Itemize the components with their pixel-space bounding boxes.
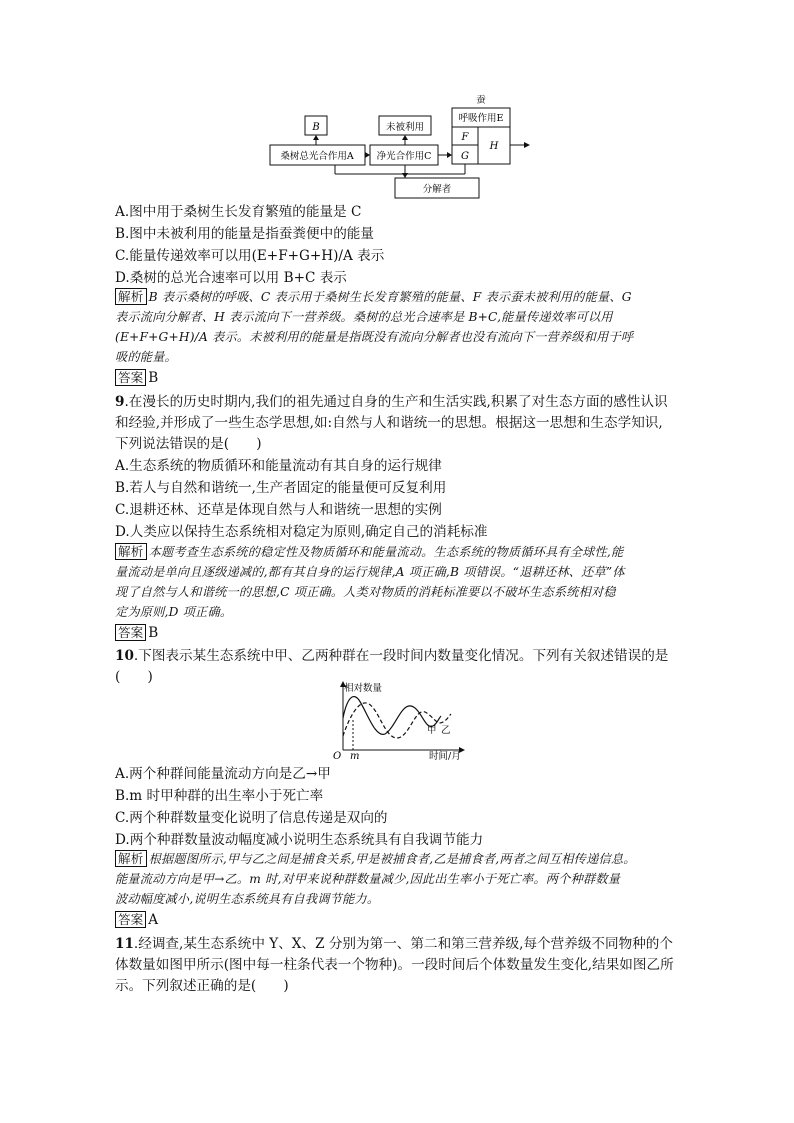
q9-option-a: A.生态系统的物质循环和能量流动有其自身的运行规律 (115, 458, 442, 474)
q11-stem-1: 11.经调查,某生态系统中 Y、X、Z 分别为第一、第二和第三营养级,每个营养级不同物种的个 (115, 936, 673, 952)
q10-explain-line-1: 解析 根据题图所示,甲与乙之间是捕食关系,甲是被捕食者,乙是捕食者,两者之间互相传递信息。 (115, 849, 690, 869)
graph-tick-m: m (350, 751, 360, 762)
q9-explain-label: 解析 (115, 543, 147, 560)
node-respiration-text: 呼吸作用E (458, 113, 504, 124)
q9-explain-line-3: 现了自然与人和谐统一的思想,C 项正确。人类对物质的消耗标准要以不破坏生态系统相对稳 (115, 585, 616, 599)
node-unused-text: 未被利用 (385, 122, 425, 133)
q11-stem-3: 示。下列叙述正确的是( ) (115, 978, 289, 994)
q9-stem-2: 和经验,并形成了一些生态学思想,如:自然与人和谐统一的思想。根据这一思想和生态学知识, (115, 415, 663, 431)
q8-explain-line-4: 吸的能量。 (115, 350, 177, 364)
graph-series-yi: 乙 (441, 725, 451, 736)
q9-explain-line-1: 解析 本题考查生态系统的稳定性及物质循环和能量流动。生态系统的物质循环具有全球性,能 (115, 542, 690, 562)
q8-option-b: B.图中未被利用的能量是指蚕粪便中的能量 (115, 226, 374, 242)
q11-stem-2: 体数量如图甲所示(图中每一柱条代表一个物种)。一段时间后个体数量发生变化,结果如图乙所 (115, 957, 674, 973)
q9-answer: 答案 B (115, 623, 158, 643)
node-gross-text: 桑树总光合作用A (280, 151, 354, 162)
q10-stem-2: ( ) (115, 669, 153, 685)
q8-answer: 答案 B (115, 368, 158, 388)
graph-ylabel: 相对数量 (344, 683, 383, 694)
q10-explain-line-2: 能量流动方向是甲→乙。m 时,对甲来说种群数量减少,因此出生率小于死亡率。两个种群数量 (115, 872, 621, 886)
node-decomposer-text: 分解者 (422, 184, 452, 195)
q8-explain-line-3: (E+F+G+H)/A 表示。未被利用的能量是指既没有流向分解者也没有流向下一营养级和用于呼 (115, 330, 634, 344)
graph-origin: O (333, 751, 342, 762)
q10-option-b: B.m 时甲种群的出生率小于死亡率 (115, 788, 324, 804)
q10-answer: 答案 A (115, 910, 158, 930)
graph-xlabel: 时间/月 (429, 751, 461, 762)
q10-explain-label: 解析 (115, 850, 147, 867)
population-graph (325, 678, 475, 762)
q10-stem-1: 10.下图表示某生态系统中甲、乙两种群在一段时间内数量变化情况。下列有关叙述错误的是 (115, 648, 669, 664)
q10-explain-line-3: 波动幅度减小,说明生态系统具有自我调节能力。 (115, 892, 380, 906)
node-net-text: 净光合作用C (376, 151, 432, 162)
q9-stem-3: 下列说法错误的是( ) (115, 436, 262, 452)
q8-explain-line-2: 表示流向分解者、H 表示流向下一营养级。桑树的总光合速率是 B+C,能量传递效率可以用 (115, 310, 613, 324)
graph-series-jia: 甲 (427, 725, 437, 736)
node-b-text: B (312, 122, 320, 133)
q10-answer-label: 答案 (115, 911, 146, 928)
q9-answer-label: 答案 (115, 624, 146, 641)
node-silkworm-title: 蚕 (476, 95, 486, 106)
q10-option-c: C.两个种群数量变化说明了信息传递是双向的 (115, 810, 388, 826)
q10-option-d: D.两个种群数量波动幅度减小说明生态系统具有自我调节能力 (115, 832, 484, 848)
q8-option-a: A.图中用于桑树生长发育繁殖的能量是 C (115, 204, 362, 220)
q9-option-b: B.若人与自然和谐统一,生产者固定的能量便可反复利用 (115, 480, 447, 496)
q9-explain-line-4: 定为原则,D 项正确。 (115, 605, 233, 619)
q8-option-c: C.能量传递效率可以用(E+F+G+H)/A 表示 (115, 248, 385, 264)
energy-flow-diagram (265, 92, 535, 202)
q8-explain-line-1: 解析 B 表示桑树的呼吸、C 表示用于桑树生长发育繁殖的能量、F 表示蚕未被利用的能量、G (115, 287, 690, 307)
q9-option-c: C.退耕还林、还草是体现自然与人和谐统一思想的实例 (115, 502, 442, 518)
q9-explain-line-2: 量流动是单向且逐级递减的,都有其自身的运行规律,A 项正确,B 项错误。“退耕还林、还草”体 (115, 565, 625, 579)
q8-option-d: D.桑树的总光合速率可以用 B+C 表示 (115, 270, 347, 286)
q10-option-a: A.两个种群间能量流动方向是乙→甲 (115, 766, 331, 782)
q8-answer-label: 答案 (115, 369, 146, 386)
node-f-text: F (461, 132, 469, 143)
q8-explain-label: 解析 (115, 288, 147, 305)
q9-option-d: D.人类应以保持生态系统相对稳定为原则,确定自己的消耗标准 (115, 524, 488, 540)
node-h-text: H (489, 141, 499, 152)
node-g-text: G (461, 151, 469, 162)
q9-stem-1: 9.在漫长的历史时期内,我们的祖先通过自身的生产和生活实践,积累了对生态方面的感性认识 (115, 394, 668, 410)
